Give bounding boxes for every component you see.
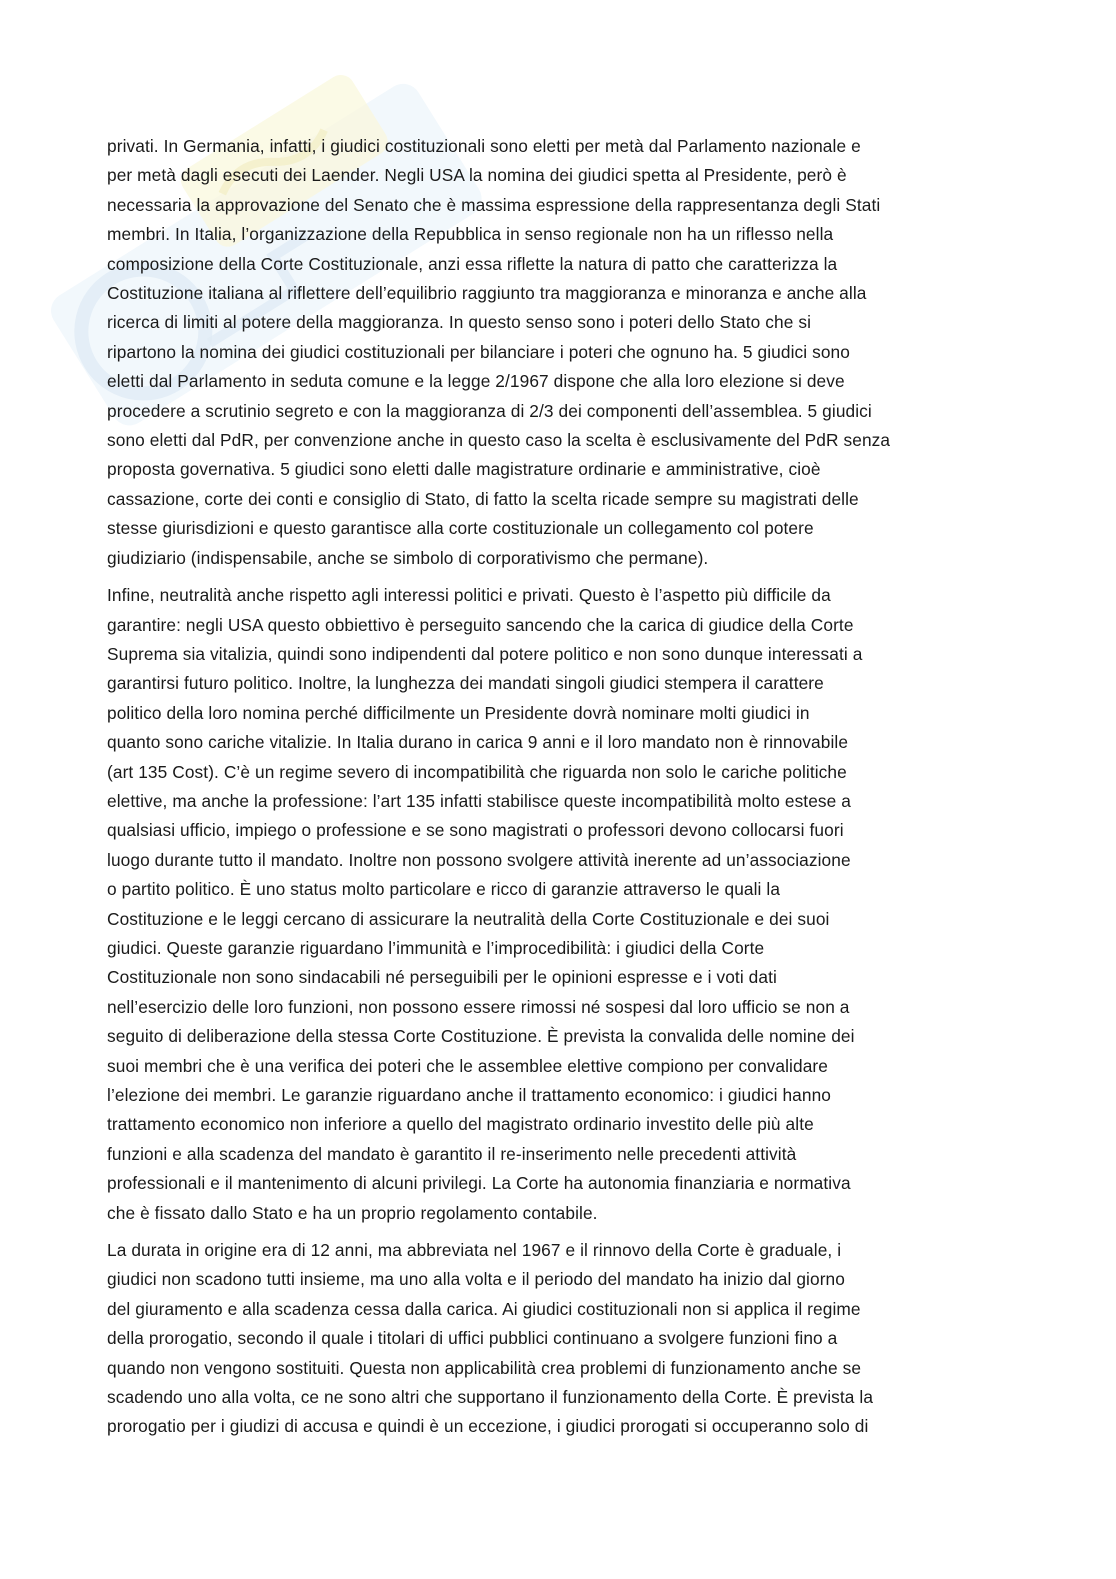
text-line: procedere a scrutinio segreto e con la maggioranza di 2/3 dei componenti dell’assemblea. 5 giudici bbox=[107, 400, 872, 421]
text-line: qualsiasi ufficio, impiego o professione e se sono magistrati o professori devono collocarsi fuori bbox=[107, 820, 844, 841]
text-line: seguito di deliberazione della stessa Corte Costituzione. È prevista la convalida delle nomine dei bbox=[107, 1026, 855, 1047]
text-line: quando non vengono sostituiti. Questa non applicabilità crea problemi di funzionamento anche se bbox=[107, 1357, 862, 1378]
text-line: necessaria la approvazione del Senato che è massima espressione della rappresentanza degli Stati bbox=[107, 194, 881, 215]
text-line: Costituzione italiana al riflettere dell’equilibrio raggiunto tra maggioranza e minoranza e anche alla bbox=[107, 283, 867, 304]
text-line: scadendo uno alla volta, ce ne sono altri che supportano il funzionamento della Corte. È prevista la bbox=[107, 1387, 874, 1408]
text-line: del giuramento e alla scadenza cessa dalla carica. Ai giudici costituzionali non si applica il regime bbox=[107, 1298, 861, 1319]
text-line: che è fissato dallo Stato e ha un proprio regolamento contabile. bbox=[107, 1202, 598, 1223]
text-line: nell’esercizio delle loro funzioni, non possono essere rimossi né sospesi dal loro ufficio se non a bbox=[107, 996, 850, 1017]
document-body bbox=[107, 132, 1007, 1450]
text-line: ricerca di limiti al potere della maggioranza. In questo senso sono i poteri dello Stato che si bbox=[107, 312, 812, 333]
text-line: garantire: negli USA questo obbiettivo è perseguito sancendo che la carica di giudice della Corte bbox=[107, 614, 854, 635]
text-line: professionali e il mantenimento di alcuni privilegi. La Corte ha autonomia finanziaria e normativa bbox=[107, 1173, 851, 1194]
text-line: La durata in origine era di 12 anni, ma abbreviata nel 1967 e il rinnovo della Corte è graduale, i bbox=[107, 1240, 842, 1261]
text-line: funzioni e alla scadenza del mandato è garantito il re-inserimento nelle precedenti attività bbox=[107, 1143, 797, 1164]
text-line: per metà dagli esecuti dei Laender. Negli USA la nomina dei giudici spetta al Presidente, però è bbox=[107, 165, 847, 186]
text-line: ripartono la nomina dei giudici costituzionali per bilanciare i poteri che ognuno ha. 5 giudici sono bbox=[107, 341, 850, 362]
text-line: trattamento economico non inferiore a quello del magistrato ordinario investito delle più alte bbox=[107, 1114, 814, 1135]
text-line: garantirsi futuro politico. Inoltre, la lunghezza dei mandati singoli giudici stempera il carattere bbox=[107, 673, 824, 694]
text-line: giudici non scadono tutti insieme, ma uno alla volta e il periodo del mandato ha inizio dal giorno bbox=[107, 1269, 845, 1290]
text-line: membri. In Italia, l’organizzazione della Repubblica in senso regionale non ha un riflesso nella bbox=[107, 224, 834, 245]
text-line: sono eletti dal PdR, per convenzione anche in questo caso la scelta è esclusivamente del PdR senza bbox=[107, 430, 891, 451]
text-line: elettive, ma anche la professione: l’art 135 infatti stabilisce queste incompatibilità molto estese a bbox=[107, 790, 851, 811]
text-line: giudiziario (indispensabile, anche se simbolo di corporativismo che permane). bbox=[107, 547, 709, 568]
text-line: o partito politico. È uno status molto particolare e ricco di garanzie attraverso le quali la bbox=[107, 879, 781, 900]
text-line: proposta governativa. 5 giudici sono eletti dalle magistrature ordinarie e amministrative, cioè bbox=[107, 459, 821, 480]
text-line: luogo durante tutto il mandato. Inoltre non possono svolgere attività inerente ad un’associazione bbox=[107, 849, 851, 870]
text-line: eletti dal Parlamento in seduta comune e la legge 2/1967 dispone che alla loro elezione si deve bbox=[107, 371, 845, 392]
text-line: (art 135 Cost). C’è un regime severo di incompatibilità che riguarda non solo le cariche politiche bbox=[107, 761, 847, 782]
text-line: Costituzione e le leggi cercano di assicurare la neutralità della Corte Costituzionale e dei suoi bbox=[107, 908, 830, 929]
text-line: composizione della Corte Costituzionale, anzi essa riflette la natura di patto che caratterizza la bbox=[107, 253, 838, 274]
text-line: Infine, neutralità anche rispetto agli interessi politici e privati. Questo è l’aspetto più difficile da bbox=[107, 585, 831, 606]
text-line: prorogatio per i giudizi di accusa e quindi è un eccezione, i giudici prorogati si occuperanno solo di bbox=[107, 1416, 869, 1437]
text-line: privati. In Germania, infatti, i giudici costituzionali sono eletti per metà dal Parlamento nazionale e bbox=[107, 136, 861, 156]
text-line: cassazione, corte dei conti e consiglio di Stato, di fatto la scelta ricade sempre su magistrati delle bbox=[107, 488, 859, 509]
text-line: l’elezione dei membri. Le garanzie riguardano anche il trattamento economico: i giudici hanno bbox=[107, 1085, 832, 1105]
text-line: giudici. Queste garanzie riguardano l’immunità e l’improcedibilità: i giudici della Corte bbox=[107, 937, 765, 958]
paragraph bbox=[107, 581, 1007, 1228]
paragraph bbox=[107, 1236, 1007, 1442]
text-line: della prorogatio, secondo il quale i titolari di uffici pubblici continuano a svolgere funzioni fino a bbox=[107, 1328, 838, 1349]
text-line: Costituzionale non sono sindacabili né perseguibili per le opinioni espresse e i voti dati bbox=[107, 967, 777, 988]
text-line: suoi membri che è una verifica dei poteri che le assemblee elettive compiono per convalidare bbox=[107, 1055, 828, 1076]
text-line: Suprema sia vitalizia, quindi sono indipendenti dal potere politico e non sono dunque interessati a bbox=[107, 643, 863, 664]
text-line: stesse giurisdizioni e questo garantisce alla corte costituzionale un collegamento col potere bbox=[107, 518, 814, 539]
text-line: politico della loro nomina perché difficilmente un Presidente dovrà nominare molti giudici in bbox=[107, 702, 810, 723]
paragraph bbox=[107, 132, 1007, 573]
text-line: quanto sono cariche vitalizie. In Italia durano in carica 9 anni e il loro mandato non è rinnovabile bbox=[107, 732, 849, 753]
